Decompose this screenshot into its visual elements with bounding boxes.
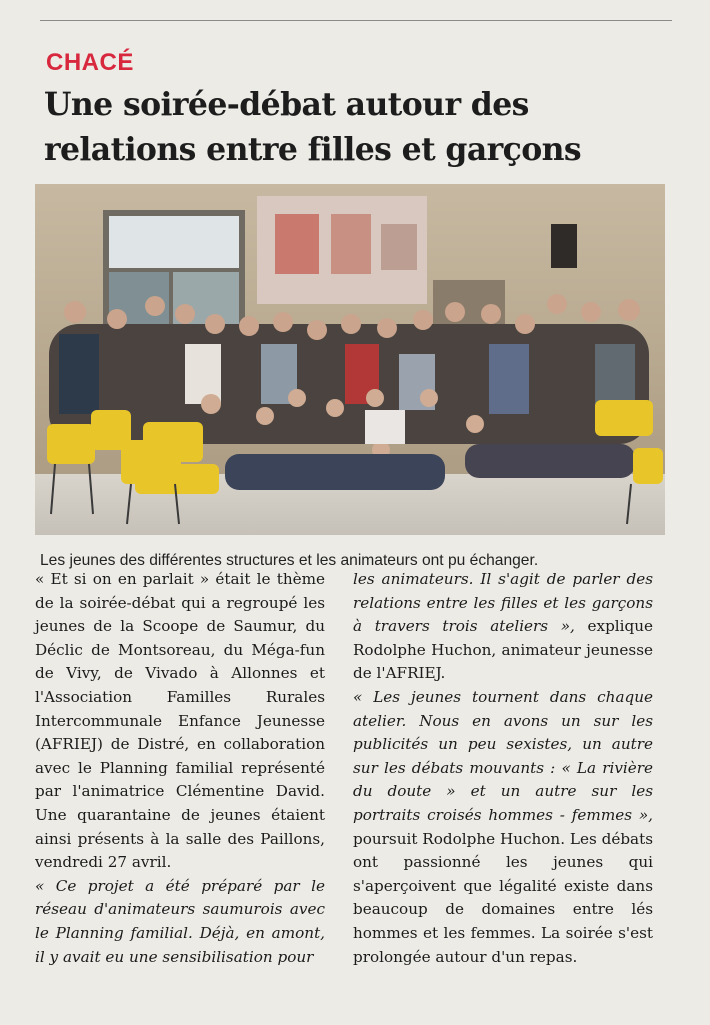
group-photo <box>35 184 665 535</box>
section-kicker: CHACÉ <box>46 49 134 76</box>
article-headline: Une soirée-débat autour des relations entre filles et garçons <box>44 86 582 168</box>
article-paragraph: « Et si on en parlait » était le thème de la soirée-débat qui a regroupé les jeunes de la Scoope de Saumur, du Déclic de Montsoreau, du Méga-fun de Vivy, de Vivado à Allonnes et l'Association Familles Rurales Intercommunale Enfance Jeunesse (AFRIEJ) de Distré, en collaboration avec le Planning familial représenté par l'animatrice Clémentine David. Une quarantaine de jeunes étaient ainsi présents à la salle des Paillons, vendredi 27 avril. <box>35 570 325 872</box>
quote-segment: « Les jeunes tournent dans chaque atelier. Nous en avons un sur les publicités un peu sexistes, un autre sur les débats mouvants : « La rivière du doute » et un autre sur les portraits croisés hommes - femmes », <box>353 687 653 824</box>
text-segment: explique Rodolphe Huchon, animateur jeunesse de l'AFRIEJ. <box>353 617 654 683</box>
article-paragraph-right-1 <box>353 568 653 686</box>
article-paragraph-right-2 <box>353 686 653 969</box>
top-rule <box>40 20 672 21</box>
article-quote: « Ce projet a été préparé par le réseau d'animateurs saumurois avec le Planning familial. Déjà, en amont, il y avait eu une sensibilisation pour <box>35 876 325 966</box>
article-column-right <box>353 568 653 969</box>
photo-caption: Les jeunes des différentes structures et les animateurs ont pu échanger. <box>40 552 539 569</box>
quote-segment: les animateurs. Il s'agit de parler des relations entre les filles et les garçons à travers trois ateliers », <box>353 570 653 636</box>
text-segment: poursuit Rodolphe Huchon. Les débats ont passionné les jeunes qui s'aperçoivent que légalité existe dans beaucoup de domaines entre lés hommes et les femmes. La soirée s'est prolongée autour d'un repas. <box>353 829 653 966</box>
article-column-left <box>35 568 325 969</box>
bleed-through-text <box>470 24 670 76</box>
